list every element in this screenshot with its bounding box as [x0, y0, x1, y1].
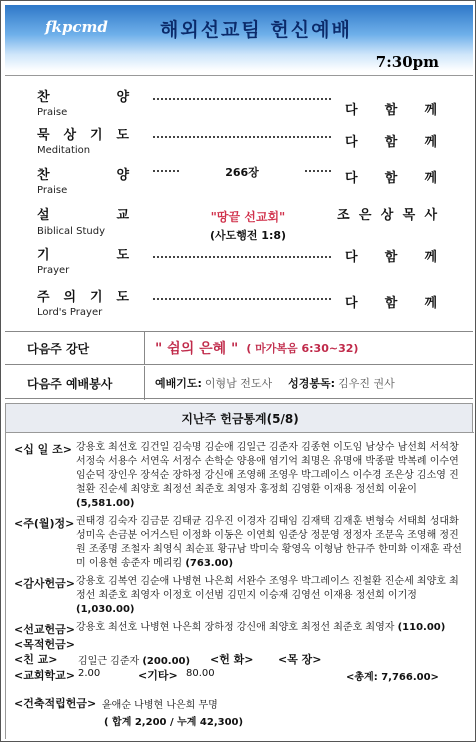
next-week-sermon-row [5, 332, 473, 365]
offering-total: (5,581.00) [76, 498, 135, 509]
order-item-leader: 다 함 께 [345, 103, 437, 118]
offering-category-label: <교회학교> [14, 669, 75, 682]
next-week-servants [155, 366, 395, 400]
offering-names: 강용호 최선호 나병현 나은희 장하정 강신애 최양호 최정선 최준호 최영자 (110.00) [76, 622, 446, 633]
grand-total: <총계: 7,766.00> [346, 672, 439, 683]
reading-label: 성경봉독: [288, 377, 336, 390]
offering-category-label: <친 교> [14, 653, 58, 666]
reading-name: 김우진 권사 [338, 377, 395, 390]
next-week-servants-label: 다음주 예배봉사 [5, 366, 145, 400]
order-item [5, 86, 473, 126]
order-item [5, 164, 473, 204]
offering-total: (110.00) [397, 622, 446, 633]
offering-body [6, 432, 474, 740]
offering-category-label: <목적헌금> [14, 638, 75, 651]
order-item [5, 124, 473, 164]
offering-category-label: <십 일 조> [14, 443, 72, 456]
order-item-label: 찬 양 [37, 90, 129, 105]
service-time: 7:30pm [375, 53, 439, 71]
offering-names: 김일근 김준자 (200.00) [78, 656, 191, 667]
order-item [5, 244, 473, 284]
school-value: 2.00 [78, 668, 101, 679]
order-item-english: Prayer [37, 265, 70, 276]
other-label: <기타> [138, 669, 178, 682]
next-week-servants-row [5, 366, 473, 400]
sermon-title: "땅끝 선교회" [210, 210, 286, 224]
dotted-leader [153, 250, 331, 258]
dotted-leader [153, 92, 331, 100]
dotted-leader [153, 170, 179, 172]
order-item-leader: 다 함 께 [345, 296, 437, 311]
offering-category-label: <주(월)정> [14, 517, 75, 530]
offering-title: 지난주 헌금통계(5/8) [181, 412, 299, 426]
offering-names: 강용호 김복연 김순애 나병현 나은희 서완수 조영우 박그레이스 진철환 진순세 최양호 최정선 최준호 최영자 이정호 이선범 김민지 이승재 김영선 이재용 정선희 이기정 (1,030.00) [76, 576, 459, 615]
next-week-sermon-label: 다음주 강단 [5, 332, 145, 364]
prayer-label: 예배기도: [155, 377, 202, 390]
order-item-english: Lord's Prayer [37, 307, 103, 318]
offering-names: 권태경 김숙자 김금문 김태균 김우진 이경자 김태임 김재택 김재훈 변형숙 서태희 성대화 성미옥 손금분 어거스틴 이정화 이동은 이연희 임준상 정문영 정정자 조문옥 조영해 정진원 조종명 조철자 최영식 최순표 황규남 박미숙 황영옥 이형남 한규주 한미화 이재훈 곽선미 이용현 송준자 메리킴 (763.00) [76, 516, 462, 569]
order-item-label: 주 의 기 도 [37, 290, 129, 305]
header-banner [5, 5, 473, 71]
order-item-leader: 다 함 께 [345, 135, 437, 150]
page-title: 해외선교팀 헌신예배 [160, 19, 352, 41]
order-item-english: Praise [37, 107, 68, 118]
offering-category-label: <감사헌금> [14, 577, 75, 590]
hymn-number: 266장 [153, 164, 331, 180]
building-summary: ( 합계 2,200 / 누계 42,300) [104, 717, 244, 728]
offering-total: (1,030.00) [76, 604, 135, 615]
prayer-name: 이형남 전도사 [204, 377, 273, 390]
offering-category-label: <건축적립헌금> [14, 697, 97, 710]
order-item [5, 286, 473, 326]
order-item-leader: 다 함 께 [345, 250, 437, 265]
flower-label: <헌 화> [210, 653, 254, 666]
next-week-sermon [155, 332, 358, 364]
offering-names: 강용호 최선호 김건일 김숙명 김순애 김일근 김준자 김종현 이도임 남상수 남선희 서석창 서정숙 서용수 서연옥 서정수 손학순 양용애 염기억 최명은 유명애 박종팔 박복례 이수연 임순덕 장인우 장석순 장하정 강신애 조영해 조영우 박그레이스 이수경 조은상 김소영 진철환 진순세 최양호 최정선 최준호 최영자 홍정희 김영환 이재용 정선희 이윤이 (5,581.00) [76, 442, 459, 509]
order-of-worship [5, 75, 473, 327]
order-item-english: Biblical Study [37, 226, 105, 237]
offering-names: 윤애순 나병현 나은희 무명 [102, 700, 218, 711]
order-item-label: 묵 상 기 도 [37, 128, 129, 143]
next-week-section [5, 331, 473, 399]
offering-section [5, 403, 473, 739]
sermon-reference: (사도행전 1:8) [209, 229, 287, 242]
dotted-leader [153, 292, 331, 300]
dotted-leader [153, 130, 331, 138]
sermon-block [183, 208, 313, 243]
order-item [5, 204, 473, 244]
next-week-sermon-reference: ( 마가복음 6:30~32) [246, 342, 359, 355]
order-item-leader: 조 은 상 목 사 [337, 208, 437, 223]
offering-category-label: <선교헌금> [14, 623, 75, 636]
order-item-leader: 다 함 께 [345, 171, 437, 186]
order-item-english: Praise [37, 185, 68, 196]
other-value: 80.00 [186, 668, 215, 679]
offering-total: (763.00) [185, 558, 234, 569]
next-week-sermon-title: " 쉼의 은혜 " [155, 341, 239, 357]
order-item-english: Meditation [37, 145, 91, 156]
order-item-label: 기 도 [37, 248, 129, 263]
order-item-label: 찬 양 [37, 168, 129, 183]
dotted-leader [305, 170, 331, 172]
logo: fkpcmd [45, 18, 108, 36]
order-item-label: 설 교 [37, 208, 129, 223]
pastor-label: <목 장> [278, 653, 322, 666]
